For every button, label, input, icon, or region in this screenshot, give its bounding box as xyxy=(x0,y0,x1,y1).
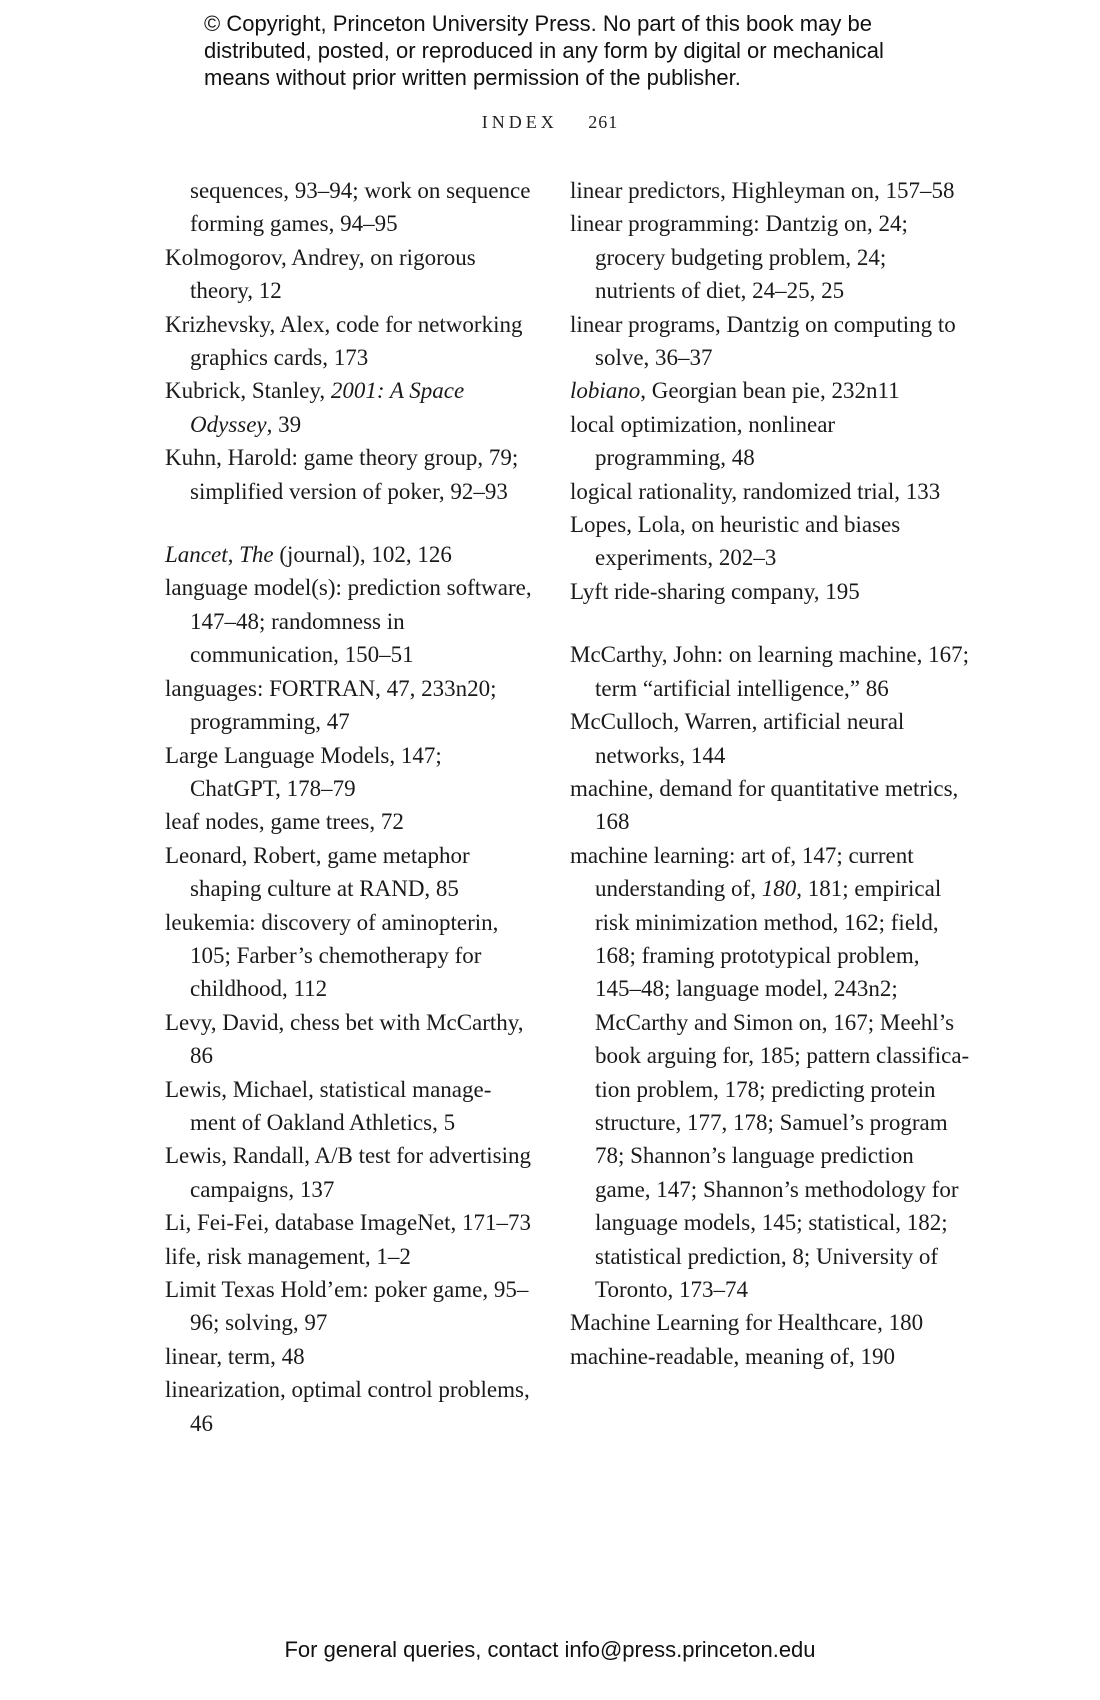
index-entry: machine, demand for quantitative metrics, 168 xyxy=(570,775,959,835)
index-entry: Kuhn, Harold: game theory group, 79; simplified version of poker, 92–93 xyxy=(165,445,519,504)
index-entry: local optimization, nonlinear programming, 48 xyxy=(570,411,836,471)
running-head xyxy=(0,112,1100,133)
index-entry-segment: machine learning: art of, 147; current understanding of, xyxy=(570,842,914,902)
index-entry-segment: , 39 xyxy=(266,411,302,437)
index-entry: leaf nodes, game trees, 72 xyxy=(165,809,404,835)
index-entry: logical rationality, randomized trial, 133 xyxy=(570,478,941,504)
index-entry xyxy=(165,374,535,441)
index-entry: linear, term, 48 xyxy=(165,1343,305,1369)
letter-section-gap xyxy=(570,608,970,638)
index-entry-segment: 2001: A Space Odyssey xyxy=(190,378,465,437)
index-entry: machine-readable, meaning of, 190 xyxy=(570,1343,896,1369)
index-entry: language model(s): prediction software, 147–48; randomness in communication, 150–51 xyxy=(165,575,532,668)
index-entry-segment: , Georgian bean pie, 232n11 xyxy=(640,378,900,404)
index-entry: linear programming: Dantzig on, 24; grocery budgeting problem, 24; nutrients of diet, 24–25, 25 xyxy=(570,211,908,304)
index-entry: Lewis, Michael, statistical manage-ment of Oakland Athletics, 5 xyxy=(165,1076,492,1135)
index-entry: linear programs, Dantzig on computing to solve, 36–37 xyxy=(570,311,956,371)
index-entry: Kolmogorov, Andrey, on rigorous theory, 12 xyxy=(165,244,476,304)
index-entry: linearization, optimal control problems, 46 xyxy=(165,1377,530,1436)
index-entry: languages: FORTRAN, 47, 233n20; programming, 47 xyxy=(165,675,497,735)
index-entry-segment: lobiano xyxy=(570,378,641,404)
footer-contact: For general queries, contact info@press.princeton.edu xyxy=(284,1637,816,1662)
index-entry: leukemia: discovery of aminopterin, 105; Farber’s chemotherapy for childhood, 112 xyxy=(165,909,499,1002)
index-entry: McCarthy, John: on learning machine, 167; term “artificial intelligence,” 86 xyxy=(570,642,970,701)
page-number: 261 xyxy=(588,112,619,132)
index-entry: McCulloch, Warren, artificial neural networks, 144 xyxy=(570,709,905,768)
index-entry: Lewis, Randall, A/B test for advertising campaigns, 137 xyxy=(165,1143,532,1202)
index-entry: Large Language Models, 147; ChatGPT, 178–79 xyxy=(165,742,442,801)
index-entry-segment: , 181; empirical risk minimization method, 162; field, 168; framing prototypical problem, 145–48; language model, 243n2; McCarthy and Simon on, 167; Meehl’s book arguing for, 185; pattern classifica-tion problem, 178; predicting protein structure, 177, 178; Samuel’s program 78; Shannon’s language prediction game, 147; Shannon’s methodology for language models, 145; statistical, 182; statistical prediction, 8; University of Toronto, 173–74 xyxy=(595,876,970,1302)
index-entry: linear predictors, Highleyman on, 157–58 xyxy=(570,178,955,203)
index-column-right xyxy=(570,174,970,1373)
index-entry xyxy=(165,538,535,571)
copyright-notice: © Copyright, Princeton University Press. No part of this book may be distributed, posted, or reproduced in any form by digital or mechanical means without prior written permission of the publisher. xyxy=(204,11,884,90)
index-entry-segment: Kubrick, Stanley, xyxy=(165,378,331,404)
index-entry: Machine Learning for Healthcare, 180 xyxy=(570,1310,924,1336)
index-entry: Limit Texas Hold’em: poker game, 95–96; solving, 97 xyxy=(165,1277,529,1336)
index-entry: Lopes, Lola, on heuristic and biases experiments, 202–3 xyxy=(570,512,901,571)
index-entry: Krizhevsky, Alex, code for networking graphics cards, 173 xyxy=(165,311,523,371)
index-entry: Lyft ride-sharing company, 195 xyxy=(570,578,860,604)
letter-section-gap xyxy=(165,508,535,538)
index-entry-segment: 180 xyxy=(761,876,797,902)
running-head-label: INDEX xyxy=(481,112,558,132)
index-entry: Levy, David, chess bet with McCarthy, 86 xyxy=(165,1009,524,1069)
index-entry: Li, Fei-Fei, database ImageNet, 171–73 xyxy=(165,1210,531,1236)
index-entry xyxy=(570,839,970,1307)
index-entry: sequences, 93–94; work on sequence forming games, 94–95 xyxy=(190,178,531,237)
index-entry-segment: (journal), 102, 126 xyxy=(273,542,452,568)
index-entry: life, risk management, 1–2 xyxy=(165,1243,411,1269)
index-entry-segment: Lancet, The xyxy=(165,542,274,568)
index-entry xyxy=(570,374,970,407)
index-column-left xyxy=(165,174,535,1440)
index-entry: Leonard, Robert, game metaphor shaping culture at RAND, 85 xyxy=(165,842,470,902)
